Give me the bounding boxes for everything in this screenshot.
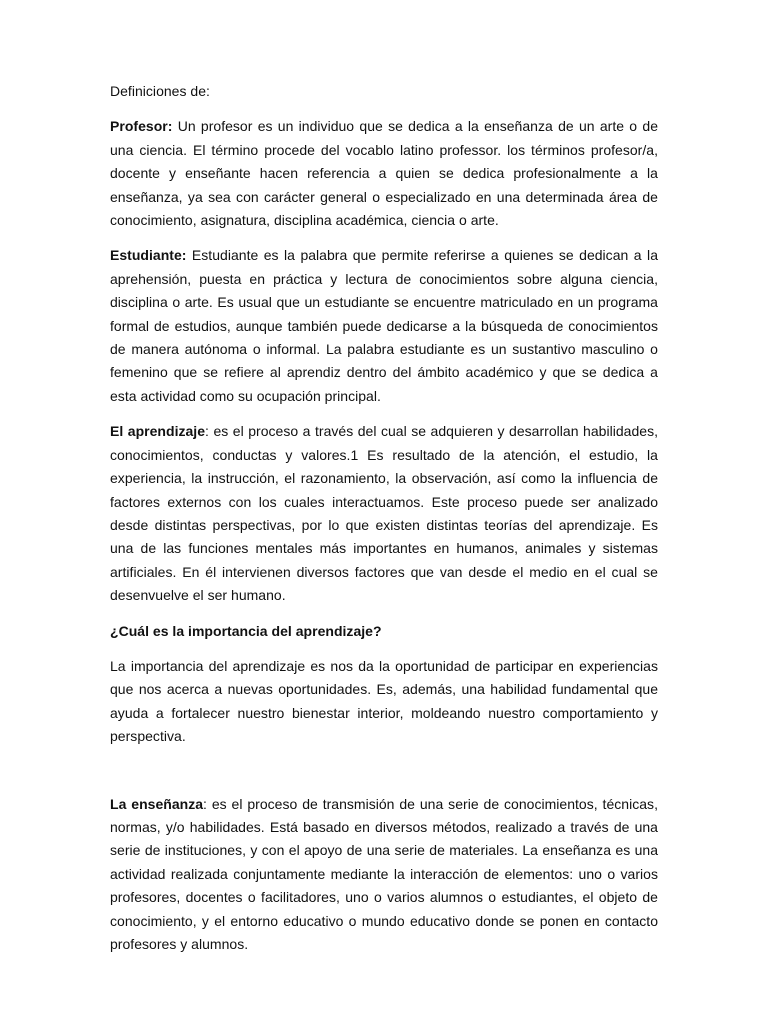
question-heading: ¿Cuál es la importancia del aprendizaje? — [110, 622, 382, 639]
definition-aprendizaje — [110, 420, 658, 607]
definition-profesor — [110, 115, 658, 232]
definition-estudiante-text: Estudiante es la palabra que permite referirse a quienes se dedican a la aprehensión, puesta en práctica y lectura de conocimientos sobre alguna ciencia, disciplina o arte. Es usual que un estudiante se encuentre matriculado en un programa formal de estudios, aunque también puede dedicarse a la búsqueda de conocimientos de manera autónoma o informal. La palabra estudiante es un sustantivo masculino o femenino que se refiere al aprendiz dentro del ámbito académico y que se dedica a esta actividad como su ocupación principal. — [110, 247, 658, 404]
term-aprendizaje: El aprendizaje — [110, 423, 206, 440]
definition-estudiante — [110, 244, 658, 408]
term-profesor: Profesor: — [110, 118, 173, 135]
document-page — [110, 80, 658, 956]
definition-aprendizaje-text: : es el proceso a través del cual se adquieren y desarrollan habilidades, conocimientos, conductas y valores.1 Es resultado de la atención, el estudio, la experiencia, la instrucción, el razonamiento, la observación, así como la influencia de factores externos con los cuales interactuamos. Este proceso puede ser analizado desde distintas perspectivas, por lo que existen distintas teorías del aprendizaje. Es una de las funciones mentales más importantes en humanos, animales y sistemas artificiales. En él intervienen diversos factores que van desde el medio en el cual se desenvuelve el ser humano. — [110, 423, 658, 604]
importancia-paragraph: La importancia del aprendizaje es nos da la oportunidad de participar en experiencias que nos acerca a nuevas oportunidades. Es, además, una habilidad fundamental que ayuda a fortalecer nuestro bienestar interior, moldeando nuestro comportamiento y perspectiva. — [110, 657, 658, 745]
definition-ensenanza — [110, 793, 658, 957]
term-ensenanza: La enseñanza — [110, 795, 204, 812]
intro-heading: Definiciones de: — [110, 83, 210, 99]
definition-ensenanza-text: : es el proceso de transmisión de una serie de conocimientos, técnicas, normas, y/o habilidades. Está basado en diversos métodos, realizado a través de una serie de instituciones, y con el apoyo de una serie de materiales. La enseñanza es una actividad realizada conjuntamente mediante la interacción de elementos: uno o varios profesores, docentes o facilitadores, uno o varios alumnos o estudiantes, el objeto de conocimiento, y el entorno educativo o mundo educativo donde se ponen en contacto profesores y alumnos. — [110, 795, 658, 952]
term-estudiante: Estudiante: — [110, 247, 187, 264]
definition-profesor-text: Un profesor es un individuo que se dedica a la enseñanza de un arte o de una ciencia. El término procede del vocablo latino professor. los términos profesor/a, docente y enseñante hacen referencia a quien se dedica profesionalmente a la enseñanza, ya sea con carácter general o especializado en una determinada área de conocimiento, asignatura, disciplina académica, ciencia o arte. — [110, 118, 658, 229]
